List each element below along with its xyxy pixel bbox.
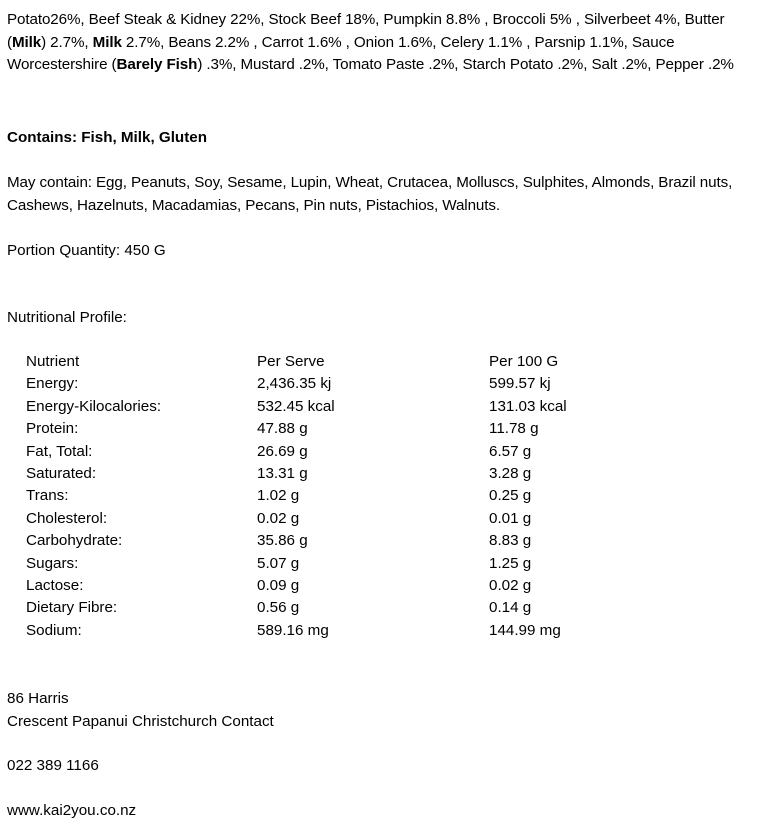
nutrition-table-body: [26, 373, 726, 642]
table-row: [26, 620, 726, 642]
cell-nutrient: Sugars:: [26, 554, 79, 572]
column-header-per-100g: Per 100 G: [489, 353, 559, 370]
cell-nutrient: Energy:: [26, 375, 79, 393]
cell-per-100g: 6.57 g: [489, 442, 532, 460]
table-row: [26, 418, 726, 440]
cell-per-serve: 5.07 g: [257, 554, 300, 572]
footer-phone-number: 022 389 1166: [7, 757, 99, 774]
cell-nutrient: Carbohydrate:: [26, 532, 123, 550]
table-row: [26, 485, 726, 507]
cell-per-100g: 8.83 g: [489, 532, 532, 550]
table-row: [26, 463, 726, 485]
ingredient-allergen-emphasis: Milk: [92, 33, 122, 51]
ingredient-allergen-emphasis: Milk: [11, 33, 42, 51]
footer-website-url: www.kai2you.co.nz: [7, 802, 137, 819]
column-header-per-serve: Per Serve: [257, 353, 325, 370]
ingredient-allergen-emphasis: Barely Fish: [116, 56, 198, 73]
footer-address: [0, 688, 762, 733]
nutrition-table: [26, 351, 726, 642]
cell-per-100g: 144.99 mg: [489, 621, 561, 639]
may-contain-allergens-paragraph: May contain: Egg, Peanuts, Soy, Sesame, Lupin, Wheat, Crutacea, Molluscs, Sulphites, Almonds, Brazil nuts, Cashews, Hazelnuts, Macadamias, Pecans, Pin nuts, Pistachios, Walnuts.: [7, 174, 733, 214]
cell-per-100g: 0.02 g: [489, 577, 532, 595]
table-row: [26, 575, 726, 597]
nutrition-table-header-row: [26, 351, 726, 373]
cell-per-100g: 599.57 kj: [489, 375, 551, 393]
address-line-1: 86 Harris: [7, 690, 69, 707]
cell-per-serve: 0.56 g: [257, 599, 300, 617]
cell-per-100g: 1.25 g: [489, 554, 532, 572]
ingredient-text-run: Potato26%, Beef Steak & Kidney 22%, Stock Beef 18%, Pumpkin 8.8% , Broccoli 5% , Silverbeet 4%, Butter (: [7, 11, 725, 51]
table-row: [26, 553, 726, 575]
ingredients-paragraph: [0, 9, 762, 77]
cell-per-serve: 1.02 g: [257, 487, 300, 505]
cell-per-100g: 0.25 g: [489, 487, 532, 505]
nutrition-table-head: [26, 351, 726, 373]
table-row: [26, 396, 726, 418]
cell-nutrient: Dietary Fibre:: [26, 599, 118, 617]
cell-per-serve: 2,436.35 kj: [257, 375, 332, 393]
cell-per-serve: 47.88 g: [257, 420, 308, 438]
cell-per-serve: 0.02 g: [257, 509, 300, 527]
cell-per-100g: 0.14 g: [489, 599, 532, 617]
cell-per-serve: 0.09 g: [257, 577, 300, 595]
cell-nutrient: Trans:: [26, 487, 69, 505]
cell-per-100g: 11.78 g: [489, 420, 539, 438]
cell-per-100g: 0.01 g: [489, 509, 532, 527]
table-row: [26, 530, 726, 552]
cell-per-serve: 13.31 g: [257, 465, 308, 483]
cell-per-100g: 131.03 kcal: [489, 397, 567, 415]
ingredient-text-run: 2.7%, Beans 2.2% , Carrot 1.6% , Onion 1.6%, Celery 1.1% , Parsnip 1.1%, Sauce Worcestershire (: [7, 33, 675, 73]
portion-quantity-line: Portion Quantity: 450 G: [7, 242, 166, 259]
cell-nutrient: Cholesterol:: [26, 509, 108, 527]
cell-nutrient: Fat, Total:: [26, 442, 93, 460]
table-row: [26, 508, 726, 530]
contains-allergens-line: Contains: Fish, Milk, Gluten: [7, 129, 207, 146]
cell-per-serve: 532.45 kcal: [257, 397, 335, 415]
cell-nutrient: Saturated:: [26, 465, 97, 483]
cell-nutrient: Protein:: [26, 420, 79, 438]
table-row: [26, 373, 726, 395]
table-row: [26, 597, 726, 619]
cell-per-serve: 35.86 g: [257, 532, 308, 550]
cell-per-serve: 589.16 mg: [257, 621, 329, 639]
nutritional-profile-heading: Nutritional Profile:: [7, 309, 127, 326]
column-header-nutrient: Nutrient: [26, 353, 80, 370]
ingredient-text-run: ) 2.7%,: [41, 33, 93, 51]
cell-nutrient: Sodium:: [26, 621, 82, 639]
cell-per-serve: 26.69 g: [257, 442, 308, 460]
address-line-2: Crescent Papanui Christchurch Contact: [7, 712, 274, 730]
cell-nutrient: Energy-Kilocalories:: [26, 397, 162, 415]
cell-nutrient: Lactose:: [26, 577, 84, 595]
cell-per-100g: 3.28 g: [489, 465, 532, 483]
table-row: [26, 441, 726, 463]
ingredient-text-run: ) .3%, Mustard .2%, Tomato Paste .2%, Starch Potato .2%, Salt .2%, Pepper .2%: [197, 56, 734, 73]
